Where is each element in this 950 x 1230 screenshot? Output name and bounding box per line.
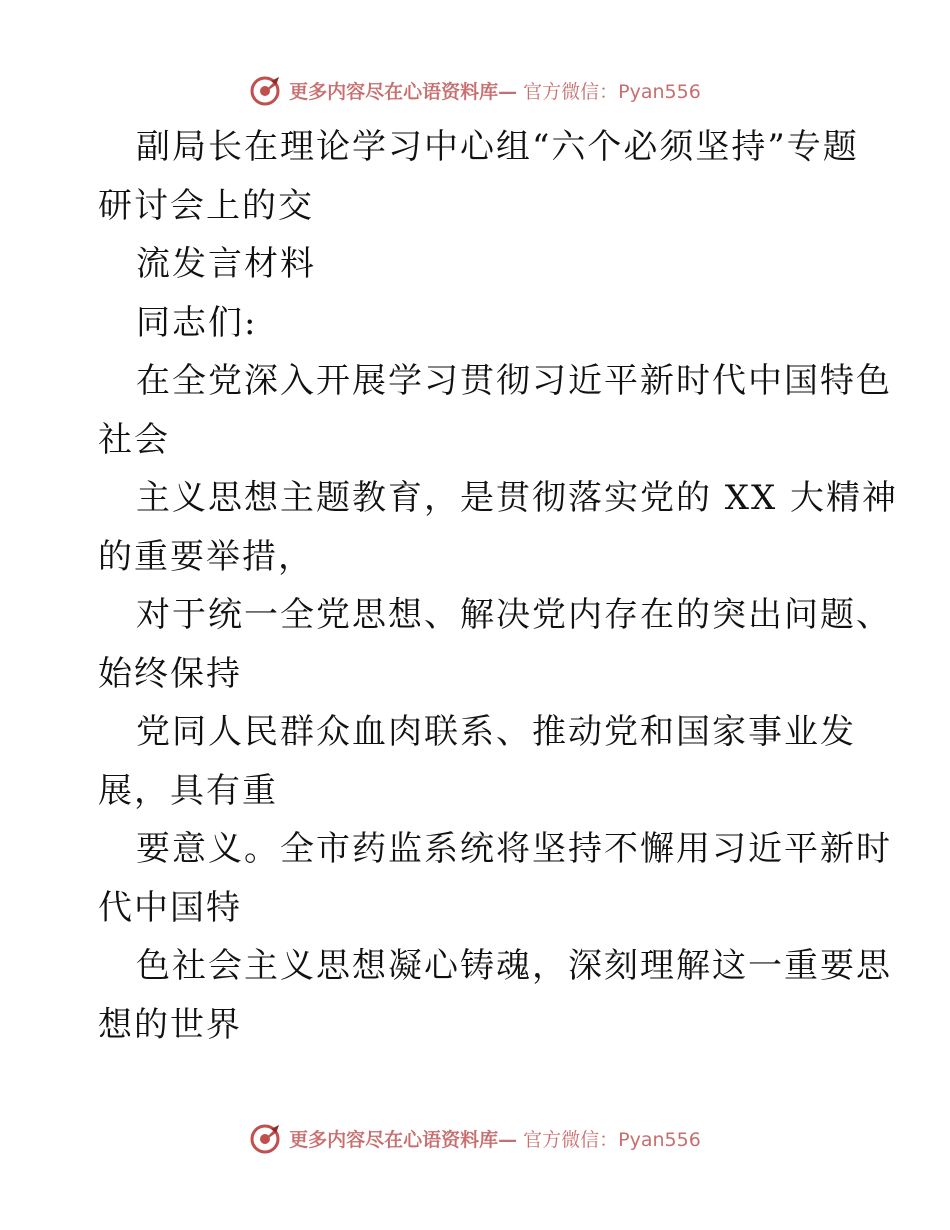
document-body xyxy=(98,118,899,1054)
watermark-footer xyxy=(0,1118,950,1158)
document-line: 色社会主义思想凝心铸魂，深刻理解这一重要思 xyxy=(136,946,892,986)
document-line: 同志们: xyxy=(136,302,258,343)
document-line: 想的世界 xyxy=(98,1004,242,1045)
watermark-main-text: 更多内容尽在心语资料库— xyxy=(289,1128,518,1151)
document-line: 党同人民群众血肉联系、推动党和国家事业发 xyxy=(136,712,856,752)
document-line: 代中国特 xyxy=(98,887,242,928)
watermark-sub-text: 官方微信：Pyan556 xyxy=(523,80,701,103)
quill-logo-icon xyxy=(249,73,283,107)
document-line: 展，具有重 xyxy=(98,770,278,811)
document-line: 的重要举措， xyxy=(98,536,314,577)
quill-logo-icon xyxy=(249,1121,283,1155)
document-line: 研讨会上的交 xyxy=(98,185,314,226)
watermark-main-text: 更多内容尽在心语资料库— xyxy=(289,80,518,103)
document-line: 始终保持 xyxy=(98,653,242,694)
document-line: 要意义。全市药监系统将坚持不懈用习近平新时 xyxy=(136,829,892,869)
document-line: 对于统一全党思想、解决党内存在的突出问题、 xyxy=(136,595,892,635)
document-line: 副局长在理论学习中心组“六个必须坚持”专题 xyxy=(136,127,859,167)
document-line: 主义思想主题教育，是贯彻落实党的 XX 大精神 xyxy=(136,478,899,518)
document-line: 在全党深入开展学习贯彻习近平新时代中国特色 xyxy=(136,361,892,401)
watermark-sub-text: 官方微信：Pyan556 xyxy=(523,1128,701,1151)
document-line: 社会 xyxy=(98,419,170,460)
document-line: 流发言材料 xyxy=(136,244,316,284)
watermark-header xyxy=(0,70,950,110)
